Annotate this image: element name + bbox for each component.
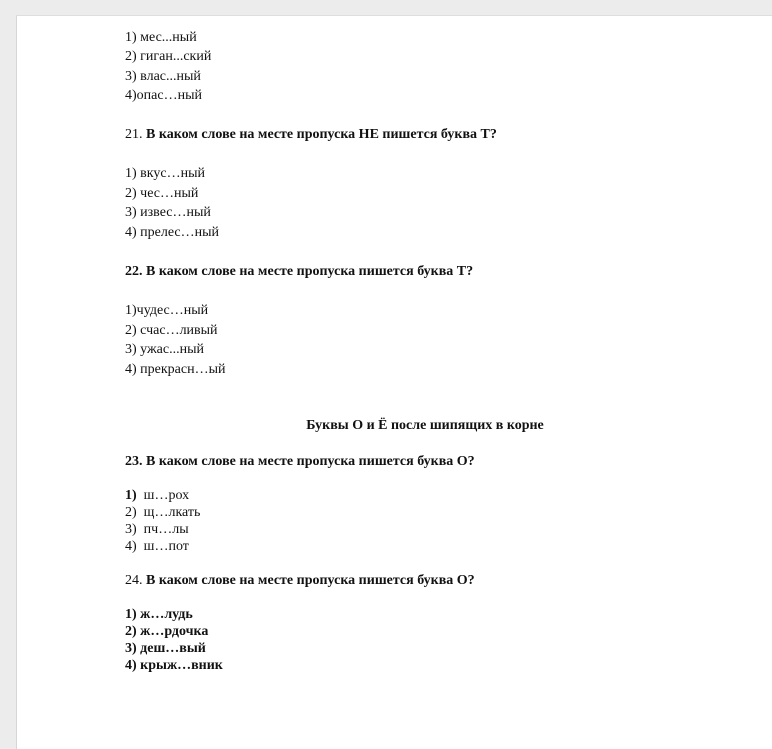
q21-text: В каком слове на месте пропуска НЕ пишется буква Т? (146, 127, 497, 142)
q22-option-3: 3) ужас...ный (125, 342, 204, 357)
q20-option-2: 2) гиган...ский (125, 49, 212, 64)
q23-option-1-word: ш…рох (143, 488, 190, 503)
q23-option-3-number: 3) (125, 522, 137, 537)
q24-question (125, 572, 475, 590)
q24-option-1: 1) ж…лудь (125, 607, 193, 622)
q21-option-2: 2) чес…ный (125, 186, 199, 201)
q22-question: 22. В каком слове на месте пропуска пишется буква Т? (125, 264, 474, 279)
q24-number: 24. (125, 573, 143, 588)
q22-option-4: 4) прекрасн…ый (125, 362, 226, 377)
q23-option-3 (125, 521, 189, 539)
q20-option-3: 3) влас...ный (125, 69, 201, 84)
q24-option-4: 4) крыж…вник (125, 658, 223, 673)
q23-option-3-word: пч…лы (143, 522, 189, 537)
q21-question (125, 126, 497, 144)
section-heading: Буквы О и Ё после шипящих в корне (306, 418, 544, 433)
q23-option-2-word: щ…лкать (143, 505, 201, 520)
q23-option-2-number: 2) (125, 505, 137, 520)
q23-option-4 (125, 538, 189, 556)
q21-option-4: 4) прелес…ный (125, 225, 220, 240)
q24-option-2: 2) ж…рдочка (125, 624, 209, 639)
q21-number: 21. (125, 127, 143, 142)
q20-option-4: 4)опас…ный (125, 88, 202, 103)
q23-option-4-number: 4) (125, 539, 137, 554)
document-page (16, 15, 772, 749)
q23-question: 23. В каком слове на месте пропуска пишется буква О? (125, 454, 475, 469)
q23-option-2 (125, 504, 200, 522)
q22-option-1: 1)чудес…ный (125, 303, 209, 318)
q22-option-2: 2) счас…ливый (125, 323, 218, 338)
q24-option-3: 3) деш…вый (125, 641, 206, 656)
q21-option-1: 1) вкус…ный (125, 166, 205, 181)
q24-text: В каком слове на месте пропуска пишется буква О? (146, 573, 475, 588)
q23-option-4-word: ш…пот (143, 539, 189, 554)
q23-option-1 (125, 487, 189, 505)
q21-option-3: 3) извес…ный (125, 205, 211, 220)
q23-option-1-number: 1) (125, 488, 137, 503)
q20-option-1: 1) мес...ный (125, 30, 197, 45)
